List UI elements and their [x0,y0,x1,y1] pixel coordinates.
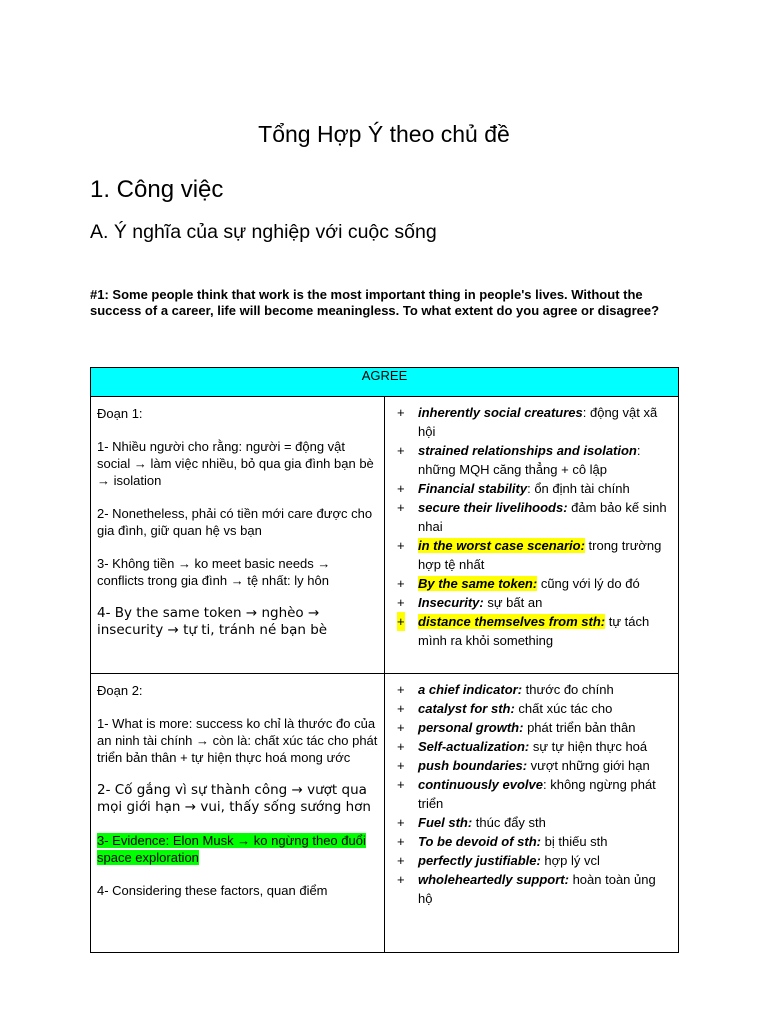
vocabulary-meaning: hoàn toàn ủng hộ [418,872,656,906]
vocabulary-meaning: cũng với lý do đó [537,576,640,591]
term-separator: : [527,481,531,496]
plus-bullet: + [397,443,405,458]
vocabulary-meaning: đảm bảo kế sinh nhai [418,500,667,534]
subsection-heading: A. Ý nghĩa của sự nghiệp với cuộc sống [90,221,437,243]
vocabulary-item [393,441,672,479]
vocabulary-meaning: sự bất an [483,595,543,610]
plus-bullet: + [397,815,405,830]
vocabulary-meaning: động vật xã hội [418,405,658,439]
vocabulary-item [393,536,672,574]
plus-bullet: + [397,481,405,496]
outline-point: 2- Cố gắng vì sự thành công → vượt qua mọi giới hạn → vui, thấy sống sướng hơn [97,782,371,815]
vocabulary-cell [385,674,679,953]
vocabulary-term: wholeheartedly support: [418,872,569,887]
vocabulary-item [393,612,672,650]
plus-bullet: + [397,777,405,792]
vocabulary-term: push boundaries: [418,758,528,773]
vocabulary-item [393,498,672,536]
plus-bullet: + [397,872,405,887]
vocabulary-term-highlighted: distance themselves from sth: [418,614,606,629]
vocabulary-term: continuously evolve [418,777,543,792]
vocabulary-item [393,832,672,851]
plus-bullet: + [397,758,405,773]
plus-bullet: + [397,720,405,735]
outline-point: 4- By the same token → nghèo → insecurity → tự ti, tránh né bạn bè [97,605,328,638]
plus-bullet: + [397,500,405,515]
plus-bullet: + [397,576,405,591]
vocabulary-term: To be devoid of sth: [418,834,542,849]
evidence-highlight: 3- Evidence: Elon Musk → ko ngừng theo đuổi space exploration [97,833,366,865]
vocabulary-item [393,775,672,813]
vocabulary-meaning: chất xúc tác cho [514,701,613,716]
vocabulary-item [393,699,672,718]
vocabulary-cell [385,397,679,674]
vocabulary-term: Financial stability [418,481,528,496]
term-separator: : [542,777,547,792]
vocabulary-meaning: thước đo chính [522,682,614,697]
vocabulary-term: inherently social creatures [418,405,583,420]
vocabulary-item [393,756,672,775]
vocabulary-term: Fuel sth: [418,815,473,830]
paragraph-outline-cell [91,397,385,674]
vocabulary-item [393,851,672,870]
outline-point [97,832,378,866]
paragraph-label: Đoạn 2: [97,683,143,698]
vocabulary-item [393,870,672,908]
vocabulary-term: Insecurity: [418,595,484,610]
vocabulary-term-highlighted: in the worst case scenario: [418,538,585,553]
plus-bullet: + [397,853,405,868]
plus-bullet: + [397,701,405,716]
term-separator: : [636,443,641,458]
document-title: Tổng Hợp Ý theo chủ đề [258,121,510,147]
outline-point: 1- Nhiều người cho rằng: người = động vật social → làm việc nhiều, bỏ qua gia đình bạn bè → isolation [97,439,374,488]
vocabulary-meaning: không ngừng phát triển [418,777,656,811]
vocabulary-meaning: tự tách mình ra khỏi something [418,614,650,648]
plus-bullet: + [397,405,405,420]
paragraph-label: Đoạn 1: [97,406,143,421]
vocabulary-term: strained relationships and isolation [418,443,637,458]
vocabulary-item [393,574,672,593]
term-separator: : [582,405,587,420]
essay-question: #1: Some people think that work is the most important thing in people's lives. Without the success of a career, life will become meaningless. To what extent do you agree or disagree? [90,287,660,318]
vocabulary-term: personal growth: [418,720,524,735]
vocabulary-meaning: vượt những giới hạn [527,758,650,773]
vocabulary-item [393,593,672,612]
section-heading: 1. Công việc [90,176,224,203]
vocabulary-term: perfectly justifiable: [418,853,541,868]
plus-bullet: + [397,614,405,629]
outline-point: 3- Không tiền → ko meet basic needs → conflicts trong gia đình → tệ nhất: ly hôn [97,556,331,588]
vocabulary-item [393,737,672,756]
vocabulary-term: Self-actualization: [418,739,530,754]
vocabulary-item [393,479,672,498]
plus-bullet: + [397,739,405,754]
vocabulary-item [393,813,672,832]
vocabulary-item [393,680,672,699]
table-row [91,674,679,953]
vocabulary-meaning: ổn định tài chính [530,481,630,496]
plus-bullet: + [397,538,405,553]
vocabulary-meaning: thúc đẩy sth [472,815,546,830]
paragraph-outline-cell [91,674,385,953]
vocabulary-list [393,680,672,908]
vocabulary-term: secure their livelihoods: [418,500,568,515]
agree-header: AGREE [91,368,679,397]
outline-point: 1- What is more: success ko chỉ là thước đo của an ninh tài chính → còn là: chất xúc tác cho phát triển bản thân + tự hiện thực hoá mong ước [97,716,378,765]
vocabulary-term: catalyst for sth: [418,701,515,716]
outline-point: 2- Nonetheless, phải có tiền mới care được cho gia đình, giữ quan hệ vs bạn [97,506,373,538]
vocabulary-meaning: hợp lý vcl [540,853,600,868]
vocabulary-term-highlighted: By the same token: [418,576,538,591]
vocabulary-item [393,403,672,441]
vocabulary-item [393,718,672,737]
plus-bullet: + [397,682,405,697]
table-row [91,397,679,674]
outline-point: 4- Considering these factors, quan điểm [97,883,328,898]
agree-table [90,367,679,953]
vocabulary-meaning: những MQH căng thẳng + cô lập [418,462,608,477]
vocabulary-list [393,403,672,650]
vocabulary-meaning: sự tự hiện thực hoá [529,739,648,754]
vocabulary-meaning: trong trường hợp tệ nhất [418,538,662,572]
vocabulary-term: a chief indicator: [418,682,523,697]
plus-bullet: + [397,834,405,849]
vocabulary-meaning: phát triển bản thân [523,720,636,735]
plus-bullet: + [397,595,405,610]
vocabulary-meaning: bị thiếu sth [541,834,608,849]
